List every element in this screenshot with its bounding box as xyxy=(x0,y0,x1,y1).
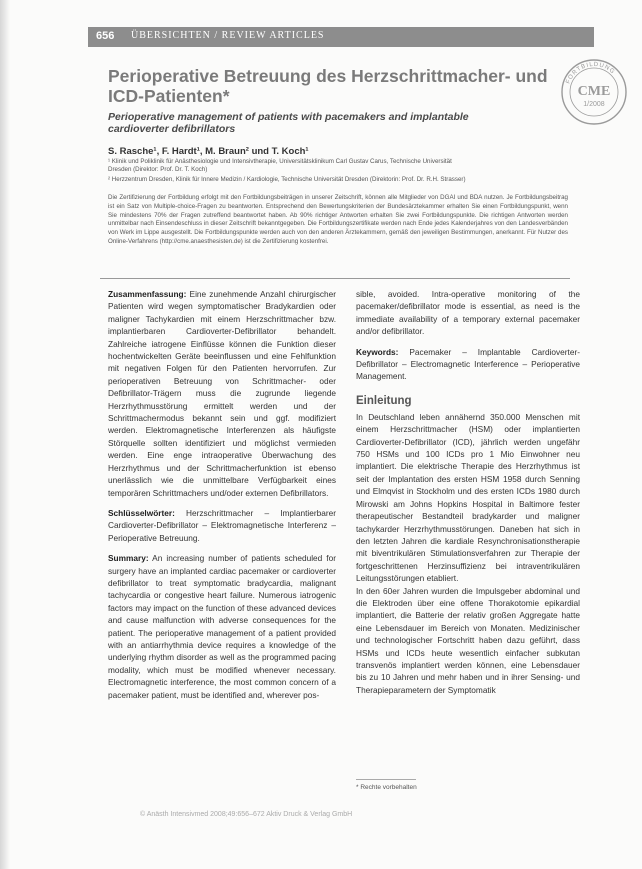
left-column xyxy=(108,288,336,701)
divider xyxy=(100,278,570,279)
title-line-1: Perioperative Betreuung des Herzschrittmacher- und xyxy=(108,66,548,86)
affiliation-1b: Dresden (Direktor: Prof. Dr. T. Koch) xyxy=(108,166,208,173)
footnote-rule xyxy=(356,779,416,780)
affiliation-1: ¹ Klinik und Poliklinik für Anästhesiologie und Intensivtherapie, Universitätsklinikum Carl Gustav Carus, Technische Universität xyxy=(108,158,452,165)
schluesselwoerter xyxy=(108,507,336,544)
svg-text:FORTBILDUNG xyxy=(565,62,615,85)
certification-note: Die Zertifizierung der Fortbildung erfolgt mit den Fortbildungsbeiträgen in unserer Zeitschrift, können alle Mitglieder von DGAI und BDA nutzen. Je Fortbildungsbeitrag ist ein Satz von Multiple-choice-Fragen zu beantworten. Entsprechend den Bewertungskriterien der Bundesärztekammer erhalten Sie einen Fortbildungspunkt, wenn Sie mindestens 70% der Fragen zutreffend beantwortet haben. Ab 90% richtiger Antworten erhalten Sie zwei Fortbildungspunkte. Die richtigen Antworten werden unmittelbar nach Einsendeschluss in dieser Zeitschrift bekanntgegeben. Die Fortbildungszertifikate werden nach Ende jedes Kalenderjahres von den Landesverbänden von Werk im Lippe ausgestellt. Die Fortbildungspunkte werden auch von den anderen Ärztekammern, gemäß den jeweiligen Bestimmungen, anerkannt. Für Nutzer des Online-Verfahrens (http://cme.anaesthesisten.de) ist die Zertifizierung kostenfrei. xyxy=(108,194,568,245)
subtitle-line-2: cardioverter defibrillators xyxy=(108,123,236,135)
keywords xyxy=(356,346,580,383)
title-line-2: ICD-Patienten* xyxy=(108,86,230,106)
summary-label: Summary: xyxy=(108,553,149,564)
schluesselwoerter-label: Schlüsselwörter: xyxy=(108,507,175,518)
footnote: * Rechte vorbehalten xyxy=(356,784,417,791)
schluesselwoerter-text: Herzschrittmacher – Implantierbarer Cardioverter-Defibrillator – Elektromagnetische Interferenz – Perioperative Betreuung. xyxy=(108,507,336,543)
authors: S. Rasche¹, F. Hardt¹, M. Braun² und T. Koch¹ xyxy=(108,146,309,157)
section-title: ÜBERSICHTEN / REVIEW ARTICLES xyxy=(131,30,325,41)
summary-text: An increasing number of patients scheduled for surgery have an implanted cardiac pacemaker or cardioverter defibrillator to treat symptomatic bradycardia, malignant tachycardia or congestive heart failure. Numerous iatrogenic factors may impact on the function of these advanced devices and cause malfunction with adverse consequences for the patient. The perioperative management of a patient provided with an antiarrhythmia device requires a knowledge of the underlying rhythm disorder as well as the programmed pacing modality, which must be modified whenever necessary. Electromagnetic interference, the most common concern of a pacemaker patient, must be identified and, wherever pos- xyxy=(108,553,336,700)
zusammenfassung-text: Eine zunehmende Anzahl chirurgischer Patienten wird wegen symptomatischer Bradykardien oder maligner Tachykardien mit einem Herzschrittmacher bzw. implantierbaren Cardioverter-Defibrillator behandelt. Zahlreiche iatrogene Einflüsse können die Funktion dieser hochentwickelten Geräte beeinflussen und eine Fehlfunktion mit negativen Folgen für den Patienten hervorrufen. Zur perioperativen Betreuung von Schrittmacher- oder Defibrillator-Trägern muss die zugrunde liegende Herzrhythmusstörung ermittelt werden und der Schrittmachermodus bekannt sein und ggf. modifiziert werden. Elektromagnetische Interferenzen als häufigste Störquelle sollten identifiziert und möglichst vermieden werden. Eine enge intraoperative Überwachung des Herzrhythmus und der Schrittmacherfunktion ist ebenso unerlässlich wie die unmittelbare Verfügbarkeit eines temporären Schrittmachers und/oder externen Defibrillators. xyxy=(108,289,337,498)
summary-continued: sible, avoided. Intra-operative monitoring of the pacemaker/defibrillator mode is essential, as need is the immediate availability of a temporary external pacemaker and/or defibrillator. xyxy=(356,289,580,337)
stamp-sub-text: 1/2008 xyxy=(583,101,605,108)
einleitung-heading: Einleitung xyxy=(356,394,412,407)
einleitung-paragraph-1: In Deutschland leben annähernd 350.000 Menschen mit einem Herzschrittmacher (HSM) oder implantierten Cardioverter-Defibrillator (ICD), jährlich werden ungefähr 750 HSMs und 100 ICDs pro 1 Mio Einwohner neu implantiert. Die elektrische Therapie des Herzrhythmus ist seit der Implantation des ersten HSM 1958 durch Senning und Elmqvist in Stockholm und des ersten ICDs 1980 durch Mirowski am Johns Hopkins Hospital in Baltimore fester therapeutischer Bestandteil bradykarder und maligner tachykarder Herzrhythmusstörungen. Daneben hat sich in den letzten Jahren die kardiale Resynchronisationstherapie mit biventrikulären Stimulationsverfahren zur Therapie der fortgeschrittenen Herzinsuffizienz bei intraventrikulären Leitungsstörungen etabliert. xyxy=(356,411,580,584)
page-footer: © Anästh Intensivmed 2008;49:656–672 Aktiv Druck & Verlag GmbH xyxy=(140,811,353,818)
scan-edge-shadow xyxy=(0,0,10,869)
page-number: 656 xyxy=(96,30,115,42)
subtitle-line-1: Perioperative management of patients with pacemakers and implantable xyxy=(108,111,469,123)
einleitung-paragraph-2: In den 60er Jahren wurden die Impulsgeber abdominal und die Elektroden über eine offene Thorakotomie epikardial implantiert, die Batterie der relativ großen Aggregate hatte eine Lebensdauer im Bereich von Monaten. Medizinischer und technologischer Fortschritt haben dazu geführt, dass HSMs und ICDs heute wesentlich einfacher subkutan transvenös implantiert werden können, eine Lebensdauer bis zu 10 Jahren und mehr haben und in ihrer Sensing- und Therapieparametern der Symptomatik xyxy=(356,585,580,695)
article-title xyxy=(108,66,548,106)
zusammenfassung-label: Zusammenfassung: xyxy=(108,289,187,299)
zusammenfassung xyxy=(108,288,336,499)
affiliation-2: ² Herzzentrum Dresden, Klinik für Innere Medizin / Kardiologie, Technische Universität Dresden (Direktorin: Prof. Dr. R.H. Strasser) xyxy=(108,176,466,183)
right-column xyxy=(356,288,580,696)
article-subtitle xyxy=(108,111,528,135)
keywords-text: Pacemaker – Implantable Cardioverter-Defibrillator – Electromagnetic Interference – Perioperative Management. xyxy=(356,346,580,382)
keywords-label: Keywords: xyxy=(356,346,399,357)
stamp-top-text: FORTBILDUNG xyxy=(565,61,616,85)
summary xyxy=(108,552,336,701)
cme-stamp-icon xyxy=(558,56,630,128)
stamp-mid-text: CME xyxy=(577,84,611,99)
